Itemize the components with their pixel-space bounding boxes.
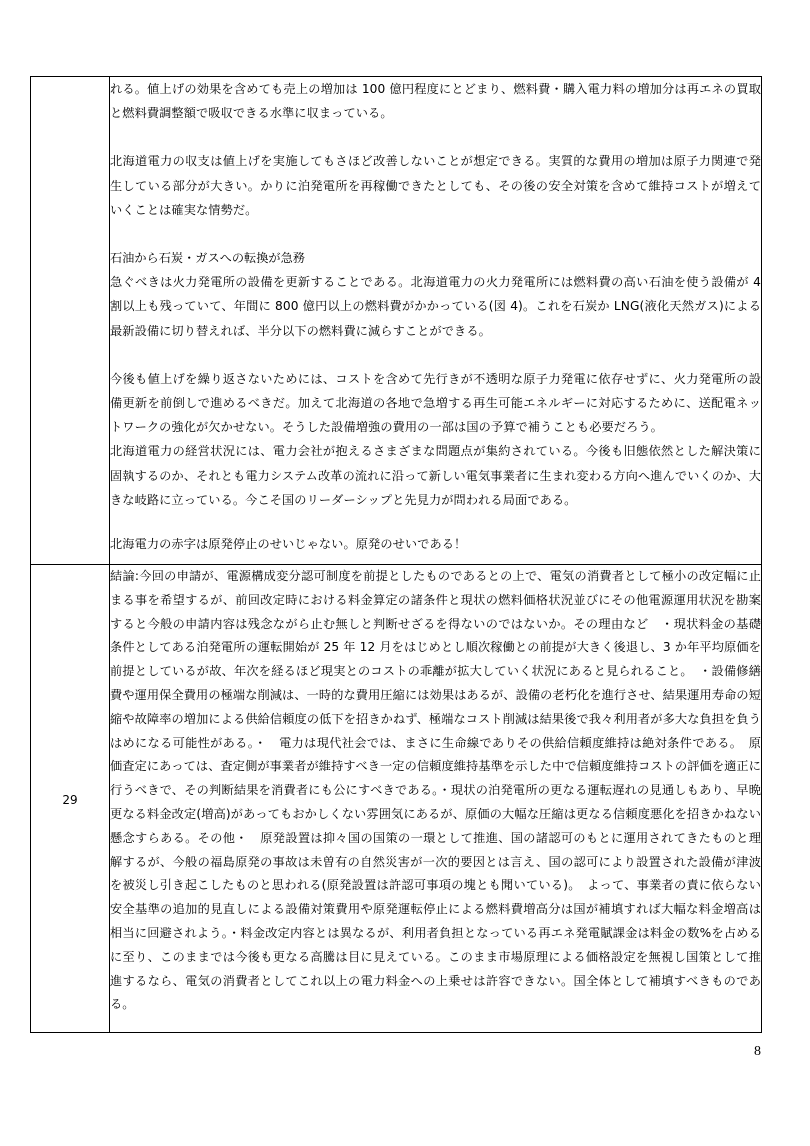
paragraph: 結論:今回の申請が、電源構成変分認可制度を前提としたものであるとの上で、電気の消費者として極小の改定幅に止まる事を希望するが、前回改定時における料金算定の諸条件と現状の燃料価格状況並びにその他電源運用状況を勘案すると今般の申請内容は残念ながら止む無しと判断せざるを得ないのではないか。その理由など ・現状料金の基礎条件としてある泊発電所の運転開始が 25 年 12 月をはじめとし順次稼働との前提が大きく後退し、3 か年平均原価を前提としているが故、年次を経るほど現実とのコストの乖離が拡大していく状況にあると見られること。 ・設備修繕費や運用保全費用の極端な削減は、一時的な費用圧縮には効果はあるが、設備の老朽化を進行させ、結果運用寿命の短縮や故障率の増加による供給信頼度の低下を招きかねず、極端なコスト削減は結果後で我々利用者が多大な負担を負うはめになる可能性がある。・ 電力は現代社会では、まさに生命線でありその供給信頼度維持は絶対条件である。 原価査定にあっては、査定側が事業者が維持すべき一定の信頼度維持基準を示した中で信頼度維持コストの評価を適正に行うべきで、その判断結果を消費者にも公にすべきである。・現状の泊発電所の更なる運転遅れの見通しもあり、早晩 更なる料金改定(増高)があってもおかしくない雰囲気にあるが、原価の大幅な圧縮は更なる信頼度悪化を招きかねない懸念すらある。その他・ 原発設置は抑々国の国策の一環として推進、国の諸認可のもとに運用されてきたものと理解するが、今般の福島原発の事故は未曽有の自然災害が一次的要因とは言え、国の認可により設置された設備が津波を被災し引き起こしたものと思われる(原発設置は許認可事項の塊とも聞いている)。 よって、事業者の責に依らない安全基準の追加的見直しによる設備対策費用や原発運転停止による燃料費増高分は国が補填すれば大幅な料金増高は相当に回避されよう。・料金改定内容とは異なるが、利用者負担となっている再エネ発電賦課金は料金の数%を占めるに至り、このままでは今後も更なる高騰は目に見えている。このまま市場原理による価格設定を無視し国策として推進するなら、電気の消費者としてこれ以上の電力料金への上乗せは許容できない。国全体として補填すべきものである。 [110, 569, 774, 1012]
paragraph: 今後も値上げを繰り返さないためには、コストを含めて先行きが不透明な原子力発電に依存せずに、火力発電所の設備更新を前倒しで進めるべきだ。加えて北海道の各地で急増する再生可能エネルギーに対応するために、送配電ネットワークの強化が欠かせない。そうした設備増強の費用の一部は国の予算で補うことも必要だろう。 [110, 371, 761, 435]
table-row [31, 565, 762, 1033]
comments-table [30, 76, 774, 1033]
row-number: 29 [62, 793, 78, 807]
page-number: 8 [754, 1044, 761, 1059]
paragraph: 北海道電力の経営状況には、電力会社が抱えるさまざまな問題点が集約されている。今後も旧態依然とした解決策に固執するのか、それとも電力システム改革の流れに沿って新しい電気事業者に生まれ変わる方向へ進んでいくのか、大きな岐路に立っている。今こそ国のリーダーシップと先見力が問われる局面である。 [110, 444, 761, 507]
table-row [31, 77, 762, 565]
section-heading: 石油から石炭・ガスへの転換が急務 [110, 251, 305, 266]
comment-cell [110, 565, 774, 1033]
paragraph: 急ぐべきは火力発電所の設備を更新することである。北海道電力の火力発電所には燃料費の高い石油を使う設備が 4 割以上も残っていて、年間に 800 億円以上の燃料費がかかっている(図 4)。これを石炭か LNG(液化天然ガス)による最新設備に切り替えれば、半分以下の燃料費に減らすことができる。 [110, 275, 761, 338]
paragraph: 北海道電力の収支は値上げを実施してもさほど改善しないことが想定できる。実質的な費用の増加は原子力関連で発生している部分が大きい。かりに泊発電所を再稼働できたとしても、その後の安全対策を含めて維持コストが増えていくことは確実な情勢だ。 [110, 154, 761, 217]
comment-cell [110, 77, 762, 565]
row-number-cell [31, 565, 110, 1033]
closing-remark: 北海電力の赤字は原発停止のせいじゃない。原発のせいである！ [110, 537, 467, 552]
row-number-cell [31, 77, 110, 565]
paragraph: れる。値上げの効果を含めても売上の増加は 100 億円程度にとどまり、燃料費・購入電力料の増加分は再エネの買取と燃料費調整額で吸収できる水準に収まっている。 [110, 82, 761, 121]
